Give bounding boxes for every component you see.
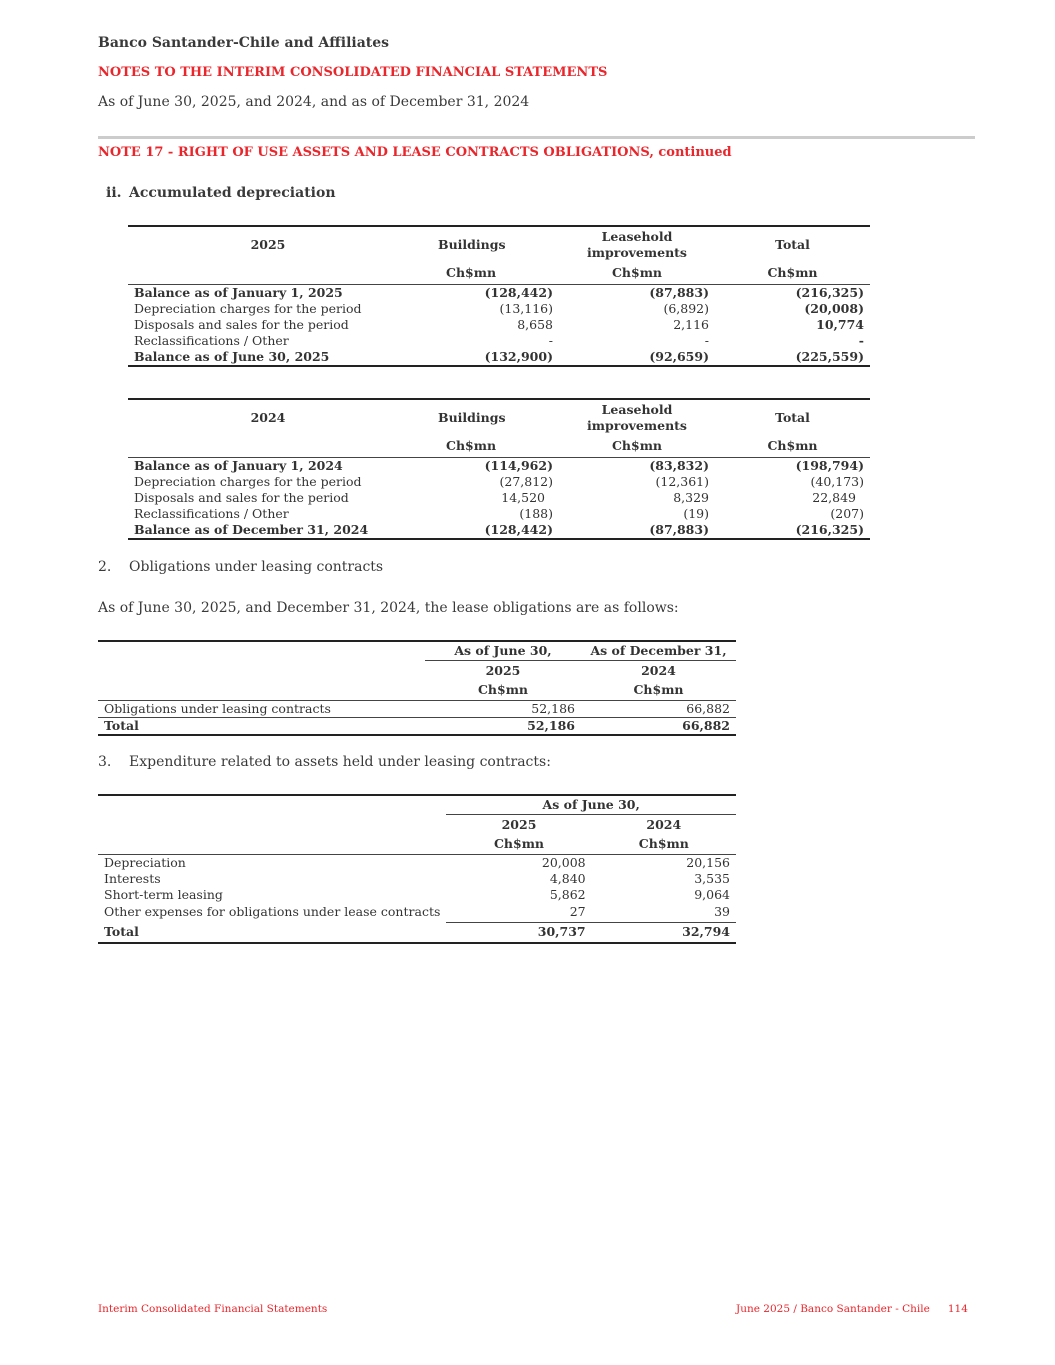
table-row: Reclassifications / Other (188) (19) (207) [134,505,864,521]
table-row: Balance as of January 1, 2025 (128,442) (87,883) (216,325) [128,284,870,301]
table-row: Reclassifications / Other - - - [134,332,864,348]
unit-label: Ch$mn [477,682,529,698]
unit-label: Ch$mn [611,438,663,454]
section-heading-expenditure [98,754,551,770]
year-2024: 2024 [646,816,682,832]
lease-obligations-table [98,640,736,736]
obligations-intro: As of June 30, 2025, and December 31, 2024, the lease obligations are as follows: [98,600,679,616]
table-row: Disposals and sales for the period 14,520 8,329 22,849 [134,489,856,505]
header-divider [98,136,975,139]
year-2024: 2024 [641,662,676,678]
table-year-header: 2024 [250,410,286,425]
section-number: ii. [106,185,122,201]
table-row: Total 52,186 66,882 [98,717,736,735]
col-leasehold-line2: improvements [587,418,687,433]
section-title: Obligations under leasing contracts [129,559,384,575]
table-row: Total 30,737 32,794 [98,923,736,943]
table-row: Balance as of January 1, 2024 (114,962) (83,832) (198,794) [128,457,870,474]
table-row: Other expenses for obligations under lease contracts 27 39 [98,903,736,923]
col-as-of-june: As of June 30, [425,641,581,660]
table-row: Obligations under leasing contracts 52,186 66,882 [98,700,736,717]
note-title: NOTE 17 - RIGHT OF USE ASSETS AND LEASE CONTRACTS OBLIGATIONS, continued [98,145,732,160]
table-row: Balance as of December 31, 2024 (128,442) (87,883) (216,325) [128,522,870,539]
col-total: Total [775,237,810,252]
depreciation-table-2025 [128,225,870,367]
unit-label: Ch$mn [638,836,689,852]
footer-right [736,1303,968,1315]
col-leasehold-line1: Leasehold [601,402,673,417]
year-2025: 2025 [501,816,537,832]
col-total: Total [775,410,810,425]
col-as-of-june: As of June 30, [446,795,736,814]
table-year-header: 2025 [250,237,286,252]
as-of-date: As of June 30, 2025, and 2024, and as of December 31, 2024 [98,94,530,110]
company-name: Banco Santander-Chile and Affiliates [98,35,390,51]
section-title: Expenditure related to assets held under leasing contracts: [129,754,551,770]
footer-left: Interim Consolidated Financial Statements [98,1303,328,1315]
depreciation-table-2024 [128,398,870,540]
table-row: Interests 4,840 3,535 [104,870,730,886]
section-number: 3. [98,754,112,770]
lease-expenditure-table [98,794,736,944]
unit-label: Ch$mn [633,682,684,698]
table-row: Short-term leasing 5,862 9,064 [104,886,730,902]
unit-label: Ch$mn [493,836,545,852]
table-row: Depreciation 20,008 20,156 [98,854,736,871]
unit-label: Ch$mn [446,265,497,281]
col-leasehold-line1: Leasehold [601,229,673,244]
col-leasehold-line2: improvements [587,245,687,260]
footer-source: June 2025 / Banco Santander - Chile [736,1303,930,1315]
notes-title: NOTES TO THE INTERIM CONSOLIDATED FINANCIAL STATEMENTS [98,65,608,80]
col-leasehold [559,226,715,263]
col-as-of-december: As of December 31, [581,641,736,660]
section-title: Accumulated depreciation [129,185,336,201]
col-leasehold [559,399,715,436]
table-row: Depreciation charges for the period (27,812) (12,361) (40,173) [134,473,864,489]
unit-label: Ch$mn [767,265,818,281]
section-number: 2. [98,559,112,575]
unit-label: Ch$mn [767,438,818,454]
unit-label: Ch$mn [611,265,663,281]
page-number: 114 [947,1303,968,1315]
table-row: Balance as of June 30, 2025 (132,900) (92,659) (225,559) [128,349,870,366]
table-row: Disposals and sales for the period 8,658 2,116 10,774 [134,316,864,332]
section-heading-accumulated-depreciation [106,185,336,201]
unit-label: Ch$mn [446,438,497,454]
col-buildings: Buildings [438,237,506,252]
section-heading-obligations [98,559,383,575]
table-row: Depreciation charges for the period (13,116) (6,892) (20,008) [134,300,864,316]
col-buildings: Buildings [438,410,506,425]
year-2025: 2025 [485,662,521,678]
